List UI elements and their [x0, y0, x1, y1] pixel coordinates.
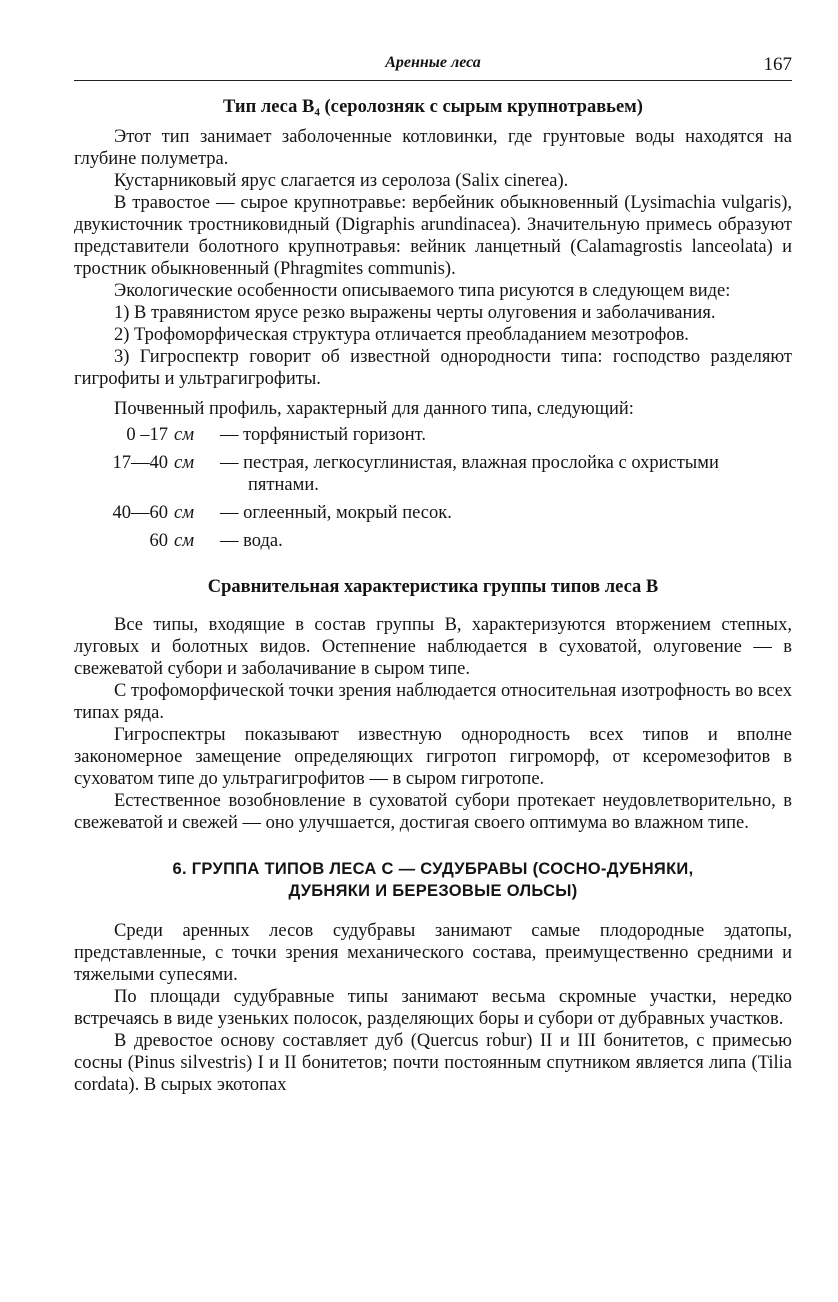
paragraph: Гигроспектры показывают известную однородность всех типов и вполне закономерное замещение определяющих гигротоп гигроморф, от ксеромезофитов в суховатом типе до ультрагигрофитов — в сыром гигротопе.: [74, 725, 792, 789]
page-body: [74, 96, 792, 1096]
paragraph: Этот тип занимает заболоченные котловинки, где грунтовые воды находятся на глубине полуметра.: [74, 127, 792, 169]
page-header: [74, 54, 792, 82]
profile-text: — пестрая, легкосуглинистая, влажная прослойка с охристыми пятнами.: [220, 453, 719, 495]
profile-unit: см: [174, 503, 195, 523]
soil-profile-row: [74, 424, 792, 446]
soil-profile-row: [74, 452, 792, 496]
paragraph: Экологические особенности описываемого типа рисуются в следующем виде:: [114, 281, 731, 301]
header-rule: [74, 80, 792, 81]
group-title-line-1: 6. ГРУППА ТИПОВ ЛЕСА С — СУДУБРАВЫ (СОСНО-ДУБНЯКИ,: [172, 860, 694, 878]
paragraph: 1) В травянистом ярусе резко выражены черты олуговения и заболачивания.: [114, 303, 716, 323]
paragraph: Среди аренных лесов судубравы занимают самые плодородные эдатопы, представленные, с точки зрения механического состава, преимущественно средними и тяжелыми супесями.: [74, 921, 792, 985]
paragraph: В травостое — сырое крупнотравье: вербейник обыкновенный (Lysimachia vulgaris), двукисточник тростниковидный (Digraphis arundinacea). Значительную примесь образуют представители болотного крупнотравья: вейник ланцетный (Calamagrostis lanceolata) и тростник обыкновенный (Phragmites communis).: [74, 193, 792, 279]
soil-profile-row: [74, 502, 792, 524]
page-number: 167: [763, 54, 792, 75]
running-title: Аренные леса: [385, 54, 481, 71]
profile-depth: 0 –17: [126, 425, 168, 445]
group-title-line-2: ДУБНЯКИ И БЕРЕЗОВЫЕ ОЛЬСЫ): [288, 882, 578, 900]
paragraph: С трофоморфической точки зрения наблюдается относительная изотрофность во всех типах ряда.: [74, 681, 792, 723]
paragraph: 3) Гигроспектр говорит об известной однородности типа: господство разделяют гигрофиты и ультрагигрофиты.: [74, 347, 792, 389]
section-title-comparison: Сравнительная характеристика группы типов леса В: [207, 577, 659, 597]
paragraph: 2) Трофоморфическая структура отличается преобладанием мезотрофов.: [114, 325, 689, 345]
profile-text: — вода.: [220, 531, 283, 551]
paragraph: Все типы, входящие в состав группы В, характеризуются вторжением степных, луговых и болотных видов. Остепнение наблюдается в суховатой, олуговение — в свежеватой субори и заболачивание в сыром типе.: [74, 615, 792, 679]
paragraph: В древостое основу составляет дуб (Quercus robur) II и III бонитетов, с примесью сосны (Pinus silvestris) I и II бонитетов; почти постоянным спутником является липа (Tilia cordata). В сырых экотопах: [74, 1031, 792, 1095]
profile-text: — торфянистый горизонт.: [220, 425, 426, 445]
section-title-type-b4: Тип леса B₄ (серолозняк с сырым крупнотравьем): [223, 97, 643, 117]
profile-unit: см: [174, 531, 195, 551]
section-title-group-c: [74, 858, 792, 902]
soil-profile-intro: Почвенный профиль, характерный для данного типа, следующий:: [114, 399, 634, 419]
profile-text: — оглеенный, мокрый песок.: [220, 503, 452, 523]
paragraph: Естественное возобновление в суховатой субори протекает неудовлетворительно, в свежеватой и свежей — оно улучшается, достигая своего оптимума во влажном типе.: [74, 791, 792, 833]
paragraph: Кустарниковый ярус слагается из серолоза (Salix cinerea).: [114, 171, 569, 191]
profile-depth: 40—60: [112, 503, 168, 523]
soil-profile-list: [74, 424, 792, 552]
paragraph: По площади судубравные типы занимают весьма скромные участки, нередко встречаясь в виде узеньких полосок, разделяющих боры и субори от дубравных участков.: [74, 987, 792, 1029]
profile-depth: 60: [149, 531, 168, 551]
profile-unit: см: [174, 453, 195, 473]
soil-profile-row: [74, 530, 792, 552]
profile-unit: см: [174, 425, 195, 445]
profile-depth: 17—40: [112, 453, 168, 473]
